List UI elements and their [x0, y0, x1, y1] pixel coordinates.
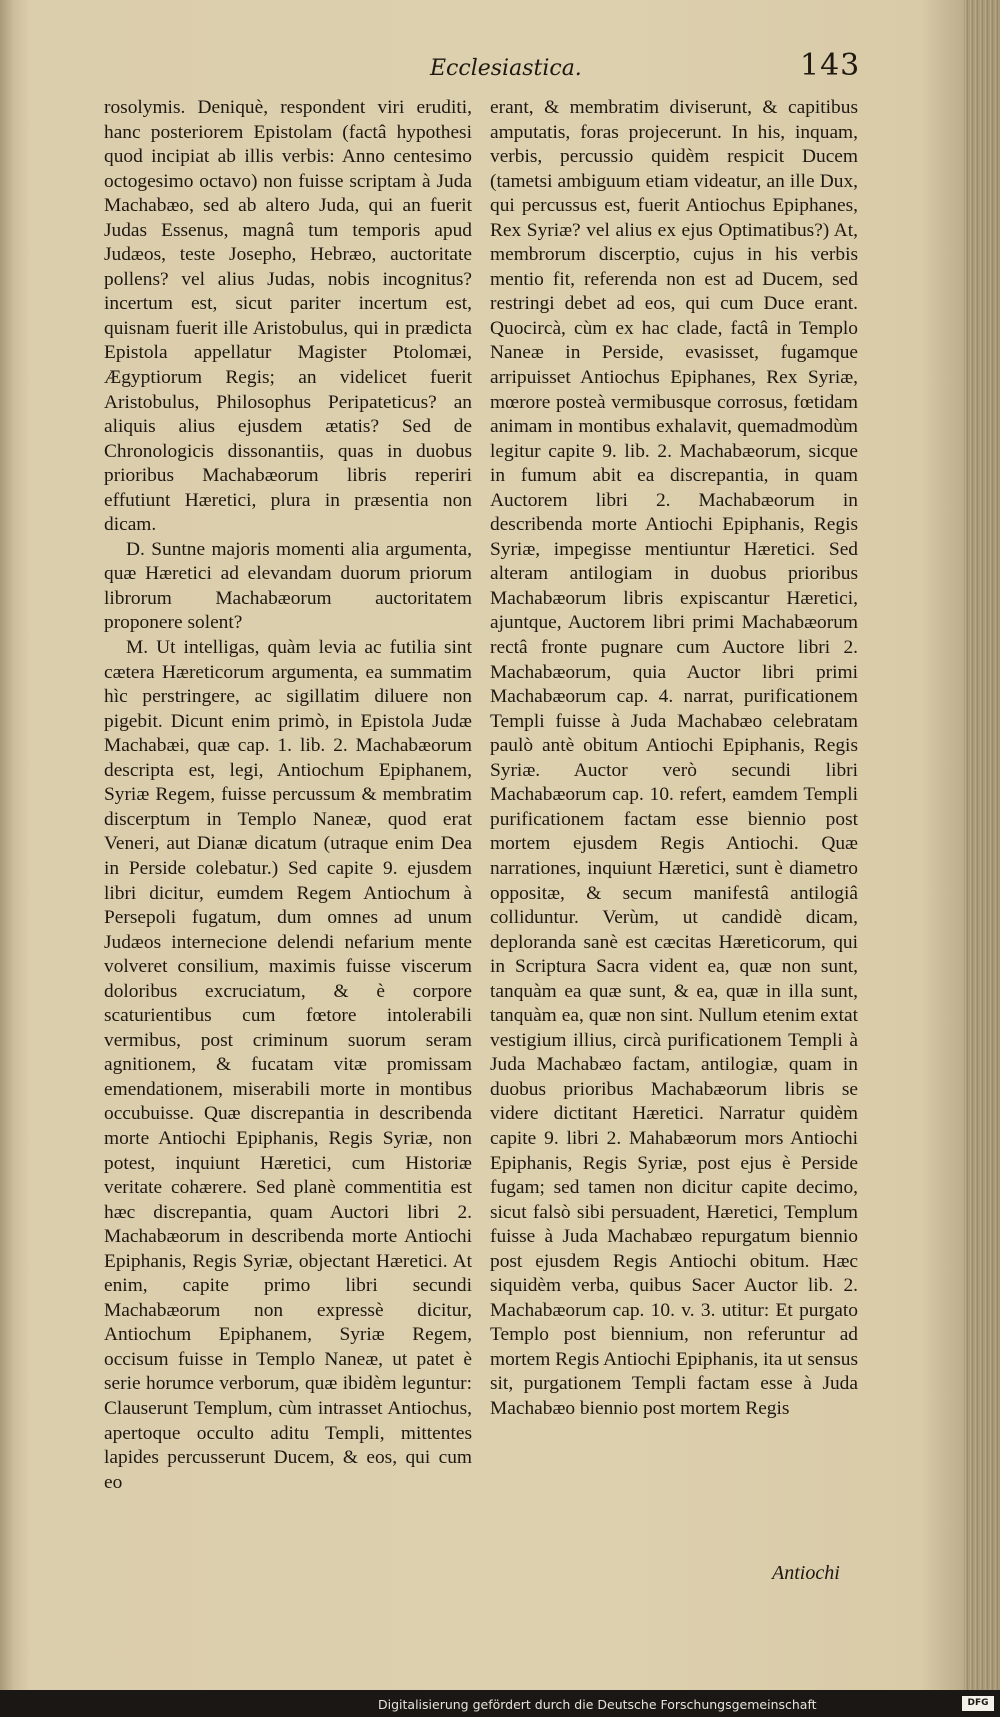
paragraph: M. Ut intelligas, quàm levia ac futilia sint cætera Hæreticorum argumenta, ea summatim hìc perstringere, ac sigillatim diluere non pigebit. Dicunt enim primò, in Epistola Judæ Machabæi, quæ cap. 1. lib. 2. Machabæorum descripta est, legi, Antiochum Epiphanem, Syriæ Regem, fuisse percussum & membratim discerptum in Templo Naneæ, quod erat Veneri, aut Dianæ dicatum (utraque enim Dea in Perside colebatur.) Sed capite 9. ejusdem libri dicitur, eumdem Regem Antiochum à Persepoli fugatum, dum omnes ad unum Judæos internecione delendi nefarium mente volveret consilium, maximis fuisse viscerum doloribus excruciatum, & è corpore scaturientibus cum fœtore intolerabili vermibus, post criminum suorum seram agnitionem, & fucatam vitæ promissam emendationem, miserabili morte in montibus occubuisse. Quæ discrepantia in describenda morte Antiochi Epiphanis, Regis Syriæ, non potest, inquiunt Hæretici, cum Historiæ veritate cohærere. Sed planè commentitia est hæc discrepantia, quam Auctori libri 2. Machabæorum in describenda morte Antiochi Epiphanis, Regis Syriæ, objectant Hæretici. At enim, capite primo libri secundi Machabæorum non expressè dicitur, Antiochum Epiphanem, Syriæ Regem, occisum fuisse in Templo Naneæ, ut patet è serie horumce verborum, quæ ibidèm leguntur: Clauserunt Templum, cùm intrasset Antiochus, apertoque occulto aditu Templi, mittentes lapides percusserunt Ducem, & eos, qui cum eo — [104, 637, 472, 1493]
footer-credit: Digitalisierung gefördert durch die Deutsche Forschungsgemeinschaft — [378, 1697, 817, 1712]
page-number: 143 — [800, 48, 861, 83]
catchword: Antiochi — [772, 1562, 840, 1584]
paragraph: erant, & membratim diviserunt, & capitibus amputatis, foras projecerunt. In his, inquam, verbis, percussio quidèm respicit Ducem (tametsi ambiguum etiam videatur, an ille Dux, qui percussus est, fuerit Antiochus Epiphanes, Rex Syriæ? vel alius ex ejus Optimatibus?) At, membrorum discerptio, cujus in his verbis mentio fit, referenda non est ad Ducem, sed restringi debet ad eos, qui cum Duce erant. Quocircà, cùm ex hac clade, factâ in Templo Naneæ in Perside, evasisset, fugamque arripuisset Antiochus Epiphanes, Rex Syriæ, mœrore posteà vermibusque corrosus, fœtidam animam in montibus exhalavit, quemadmodùm legitur capite 9. lib. 2. Machabæorum, sicque in fumum abit ea discrepantia, in quam Auctorem libri 2. Machabæorum in describenda morte Antiochi Epiphanis, Regis Syriæ, impegisse mentiuntur Hæretici. Sed alteram antilogiam in duobus prioribus Machabæorum libris expiscantur Hæretici, ajuntque, Auctorem libri primi Machabæorum rectâ fronte pugnare cum Auctore libri 2. Machabæorum, quia Auctor libri primi Machabæorum cap. 4. narrat, purificationem Templi fuisse à Juda Machabæo celebratam paulò antè obitum Antiochi Epiphanis, Regis Syriæ. Auctor verò secundi libri Machabæorum cap. 10. refert, eamdem Templi purificationem factam esse biennio post mortem ejusdem Regis Antiochi. Quæ narrationes, inquiunt Hæretici, sunt è diametro oppositæ, & secum manifestâ antilogiâ colliduntur. Verùm, ut candidè dicam, deploranda sanè est cæcitas Hæreticorum, qui in Scriptura Sacra vident ea, quæ non sunt, tanquàm ea quæ sunt, & ea, quæ in illa sunt, tanquàm ea, quæ non sint. Nullum etenim extat vestigium illius, circà purificationem Templi à Juda Machabæo factam, antilogiæ, quam in duobus prioribus Machabæorum libris se videre dictitant Hæretici. Narratur quidèm capite 9. libri 2. Mahabæorum mors Antiochi Epiphanis, Regis Syriæ, post ejus è Perside fugam; sed tamen non dicitur capite decimo, sicut falsò sibi persuadent, Hæretici, Templum fuisse à Juda Machabæo repurgatum biennio post ejusdem Regis Antiochi obitum. Hæc siquidèm verba, quibus Sacer Auctor lib. 2. Machabæorum cap. 10. v. 3. utitur: Et purgato Templo post biennium, non referuntur ad mortem Regis Antiochi Epiphanis, ita ut sensus sit, purgationem Templi factam esse à Juda Machabæo biennio post mortem Regis — [490, 97, 858, 1419]
paragraph: D. Suntne majoris momenti alia argumenta, quæ Hæretici ad elevandam duorum priorum librorum Machabæorum auctoritatem proponere solent? — [104, 538, 472, 634]
page-edge — [964, 0, 1000, 1690]
dfg-logo-icon: DFG — [962, 1696, 994, 1711]
running-head: Ecclesiastica. — [430, 56, 582, 81]
left-text-column — [104, 96, 472, 1495]
paragraph: rosolymis. Deniquè, respondent viri eruditi, hanc posteriorem Epistolam (factâ hypothesi quod incipiat ab illis verbis: Anno centesimo octogesimo octavo) non fuisse scriptam à Juda Machabæo, sed ab altero Juda, qui an fuerit Judas Essenus, magnâ tum temporis apud Judæos, teste Josepho, Hebræo, auctoritate pollens? vel alius Judas, nobis incognitus? incertum est, sicut pariter incertum est, quisnam fuerit ille Aristobulus, qui in prædicta Epistola appellatur Magister Ptolomæi, Ægyptiorum Regis; an videlicet fuerit Aristobulus, Philosophus Peripateticus? an aliquis alius ejusdem ætatis? Sed de Chronologicis dissonantiis, quas in duobus prioribus Machabæorum libris reperiri effutiunt Hæretici, plura in præsentia non dicam. — [104, 97, 472, 536]
right-text-column — [490, 96, 858, 1422]
